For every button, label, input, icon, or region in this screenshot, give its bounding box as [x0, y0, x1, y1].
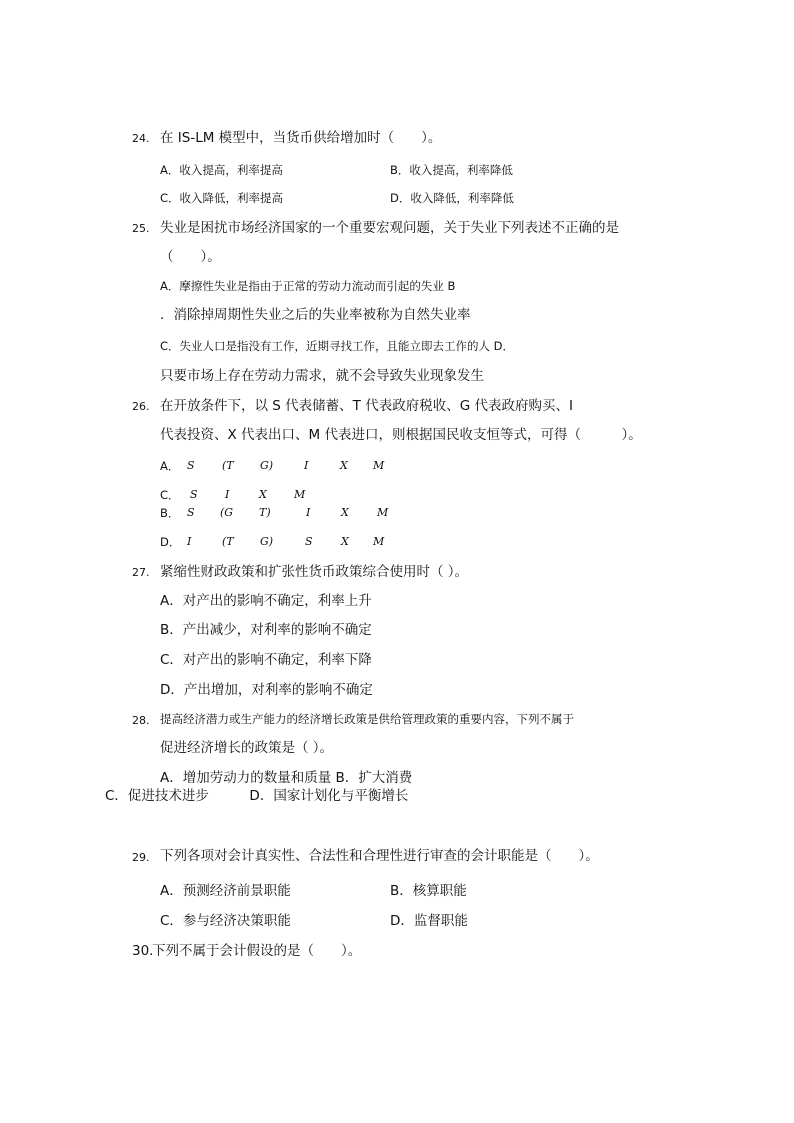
q27-option-d: D．产出增加，对利率的影响不确定 — [160, 682, 373, 698]
q28-stem-line1: 提高经济潜力或生产能力的经济增长政策是供给管理政策的重要内容，下列不属于 — [160, 712, 574, 726]
q25-option-line4: 只要市场上存在劳动力需求，就不会导致失业现象发生 — [160, 368, 484, 384]
q26-c-var: M — [294, 488, 306, 501]
q26-d-var: G) — [260, 535, 274, 548]
q27-stem: 紧缩性财政政策和扩张性货币政策综合使用时（ ）。 — [160, 564, 469, 580]
q26-c-var: S — [190, 488, 198, 501]
q25-option-line2: ．消除掉周期性失业之后的失业率被称为自然失业率 — [160, 307, 471, 323]
q29-option-c: C．参与经济决策职能 — [160, 913, 291, 929]
q27-option-c: C．对产出的影响不确定，利率下降 — [160, 652, 372, 668]
q25-stem-line1: 失业是困扰市场经济国家的一个重要宏观问题，关于失业下列表述不正确的是 — [160, 220, 619, 236]
q26-d-var: (T — [222, 535, 234, 548]
q26-option-b-label: B． — [160, 506, 180, 520]
q26-d-var: S — [305, 535, 313, 548]
q26-c-var: I — [225, 488, 230, 501]
q24-option-c: C．收入降低，利率提高 — [160, 191, 284, 205]
q26-number: 26. — [132, 400, 150, 413]
q24-option-b: B．收入提高，利率降低 — [390, 163, 513, 177]
q26-b-var: (G — [220, 506, 234, 519]
q26-a-var: I — [304, 459, 309, 472]
q29-option-d: D．监督职能 — [390, 913, 468, 929]
q26-b-var: M — [377, 506, 389, 519]
q26-stem-line2: 代表投资、X 代表出口、M 代表进口，则根据国民收支恒等式，可得（ ）。 — [160, 427, 642, 443]
q26-stem-line1: 在开放条件下，以 S 代表储蓄、T 代表政府税收、G 代表政府购买、I — [160, 398, 573, 414]
q26-a-var: X — [340, 459, 348, 472]
q24-number: 24. — [132, 132, 150, 145]
q25-number: 25. — [132, 222, 150, 235]
q29-number: 29. — [132, 851, 150, 864]
q26-option-a-label: A． — [160, 459, 180, 473]
q25-option-line1: A．摩擦性失业是指由于正常的劳动力流动而引起的失业 B — [160, 279, 456, 293]
q26-d-var: M — [373, 535, 385, 548]
q26-b-var: I — [306, 506, 311, 519]
q25-option-line3: C．失业人口是指没有工作，近期寻找工作，且能立即去工作的人 D． — [160, 339, 515, 353]
q26-b-var: T) — [259, 506, 271, 519]
q26-option-d-label: D． — [160, 535, 181, 549]
q26-b-var: S — [187, 506, 195, 519]
q25-stem-line2: （ ）。 — [160, 249, 221, 265]
q26-a-var: M — [373, 459, 385, 472]
q24-option-a: A．收入提高，利率提高 — [160, 163, 283, 177]
q27-option-a: A．对产出的影响不确定，利率上升 — [160, 593, 372, 609]
q26-d-var: X — [341, 535, 349, 548]
q28-options-cd: C．促进技术进步 D．国家计划化与平衡增长 — [105, 788, 409, 804]
q26-a-var: G) — [260, 459, 274, 472]
q28-number: 28. — [132, 714, 150, 727]
q24-stem: 在 IS-LM 模型中，当货币供给增加时（ ）。 — [160, 130, 442, 146]
q30-number: 30. — [132, 943, 154, 959]
q26-a-var: (T — [222, 459, 234, 472]
q28-options-ab: A．增加劳动力的数量和质量 B．扩大消费 — [160, 770, 413, 786]
q30-stem: 下列不属于会计假设的是（ ）。 — [152, 943, 362, 959]
q27-number: 27. — [132, 566, 150, 579]
q24-option-d: D．收入降低，利率降低 — [390, 191, 514, 205]
q26-a-var: S — [187, 459, 195, 472]
q29-stem: 下列各项对会计真实性、合法性和合理性进行审查的会计职能是（ ）。 — [160, 848, 599, 864]
q28-stem-line2: 促进经济增长的政策是（ ）。 — [160, 740, 334, 756]
q27-option-b: B．产出减少，对利率的影响不确定 — [160, 622, 372, 638]
q26-c-var: X — [259, 488, 267, 501]
q26-option-c-label: C． — [160, 488, 180, 502]
q29-option-a: A．预测经济前景职能 — [160, 883, 291, 899]
q29-option-b: B．核算职能 — [390, 883, 467, 899]
q26-b-var: X — [341, 506, 349, 519]
q26-d-var: I — [187, 535, 192, 548]
